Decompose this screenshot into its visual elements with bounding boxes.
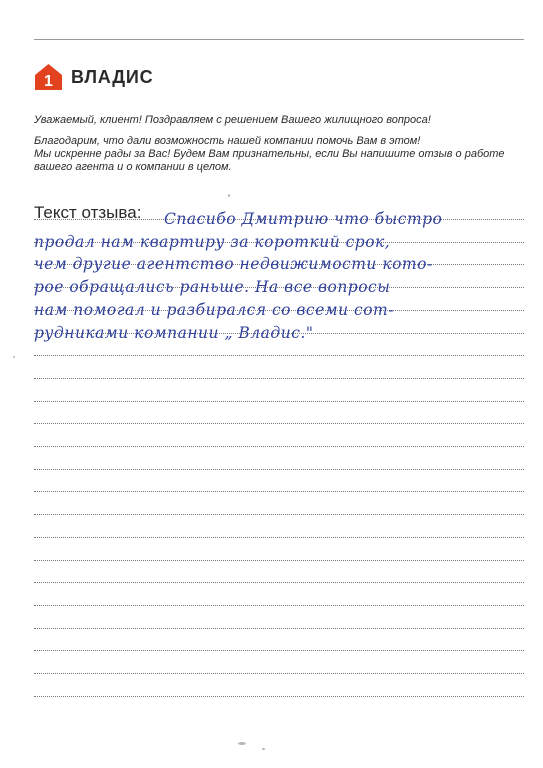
review-heading: Текст отзыва: — [34, 203, 142, 222]
handwritten-line: рое обращались раньше. На все вопросы — [34, 278, 391, 297]
ruled-line — [34, 514, 524, 515]
handwritten-line: Спасибо Дмитрию что быстро — [164, 210, 443, 228]
intro-text — [34, 114, 524, 174]
intro-line-2: Благодарим, что дали возможность нашей компании помочь Вам в этом! — [34, 135, 421, 147]
ruled-line — [34, 491, 524, 492]
ruled-line — [34, 446, 524, 447]
intro-line-3: Мы искренне рады за Вас! Будем Вам признательны, если Вы напишите отзыв о работе — [34, 148, 505, 160]
handwritten-line: нам помогал и разбирался со всеми сот- — [34, 300, 394, 319]
intro-line-1: Уважаемый, клиент! Поздравляем с решением Вашего жилищного вопроса! — [34, 114, 431, 126]
ruled-line — [34, 582, 524, 583]
brand-logo — [34, 63, 153, 91]
top-divider — [34, 39, 524, 40]
logo-digit: 1 — [44, 73, 53, 90]
intro-line-4: вашего агента и о компании в целом. — [34, 161, 232, 173]
ruled-line — [34, 696, 524, 697]
ruled-line — [34, 469, 524, 470]
ruled-line — [34, 355, 524, 356]
ruled-line — [34, 628, 524, 629]
handwritten-line: чем другие агентство недвижимости кото- — [34, 255, 433, 274]
handwritten-line: рудниками компании „ Владис." — [34, 323, 314, 342]
ruled-line — [34, 378, 524, 379]
handwritten-review — [34, 208, 534, 344]
ruled-line — [34, 537, 524, 538]
ruled-line — [34, 401, 524, 402]
house-logo-icon — [34, 63, 63, 91]
handwritten-line: продал нам квартиру за короткий срок, — [34, 232, 391, 251]
brand-name: ВЛАДИС — [71, 66, 154, 87]
ruled-line — [34, 605, 524, 606]
ruled-line — [34, 560, 524, 561]
ruled-line — [34, 650, 524, 651]
ruled-line — [34, 423, 524, 424]
ruled-line — [34, 673, 524, 674]
